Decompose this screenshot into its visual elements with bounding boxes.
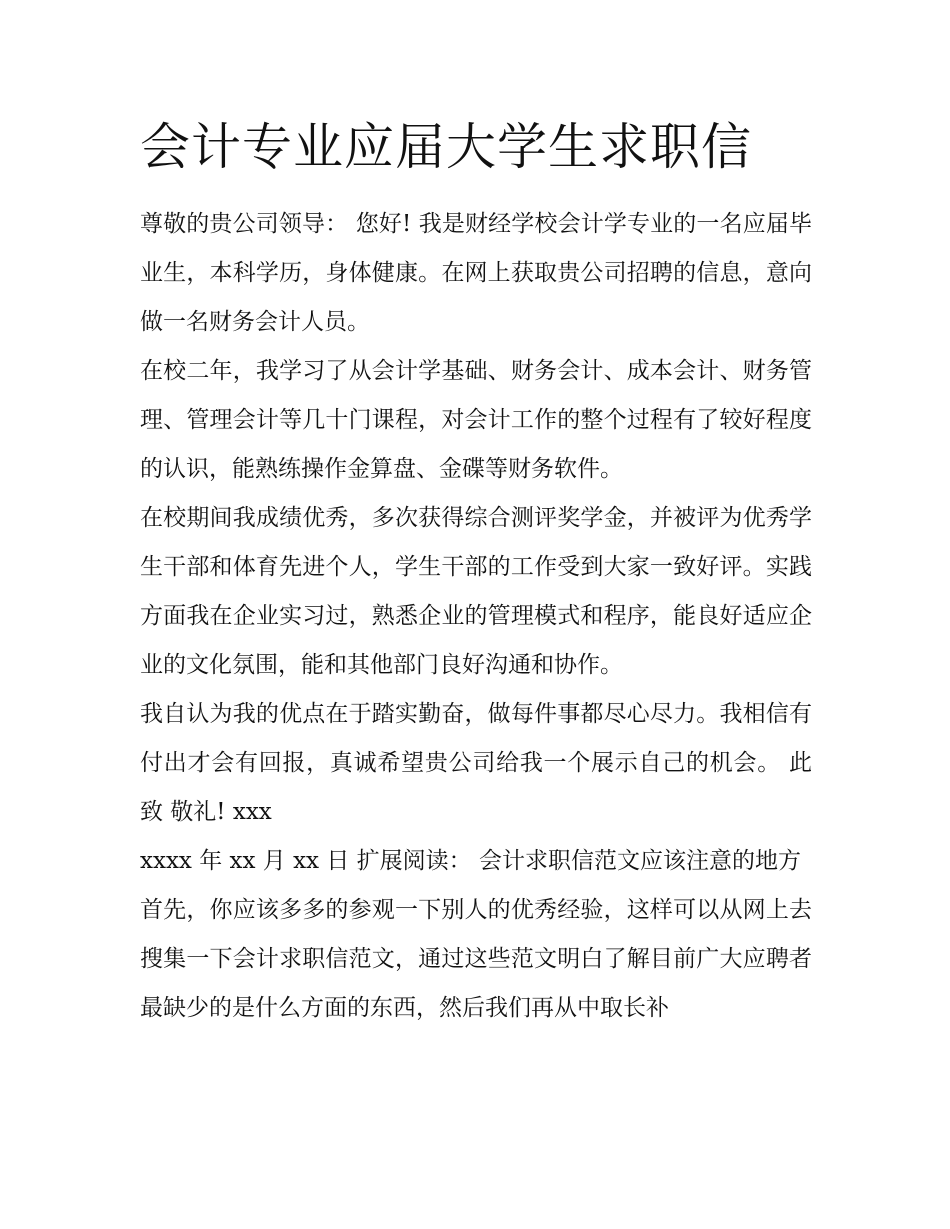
paragraph-education: 在校二年，我学习了从会计学基础、财务会计、成本会计、财务管理、管理会计等几十门课程，对会计工作的整个过程有了较好程度的认识，能熟练操作金算盘、金碟等财务软件。 [140,358,812,482]
document-body [140,200,812,1033]
document-title: 会计专业应届大学生求职信 [140,118,752,176]
paragraph-advice: 首先，你应该多多的参观一下别人的优秀经验，这样可以从网上去搜集一下会计求职信范文，通过这些范文明白了解目前广大应聘者最缺少的是什么方面的东西，然后我们再从中取长补 [140,897,812,1021]
paragraph-greeting: 尊敬的贵公司领导： 您好! 我是财经学校会计学专业的一名应届毕业生，本科学历，身体健康。在网上获取贵公司招聘的信息，意向做一名财务会计人员。 [140,211,812,335]
paragraph-closing: 我自认为我的优点在于踏实勤奋，做每件事都尽心尽力。我相信有付出才会有回报，真诚希望贵公司给我一个展示自己的机会。 此致 敬礼! xxx [140,701,812,825]
paragraph-date-extended-reading: xxxx 年 xx 月 xx 日 扩展阅读： 会计求职信范文应该注意的地方 [140,848,801,874]
paragraph-achievements: 在校期间我成绩优秀，多次获得综合测评奖学金，并被评为优秀学生干部和体育先进个人，学生干部的工作受到大家一致好评。实践方面我在企业实习过，熟悉企业的管理模式和程序，能良好适应企业的文化氛围，能和其他部门良好沟通和协作。 [140,505,812,678]
